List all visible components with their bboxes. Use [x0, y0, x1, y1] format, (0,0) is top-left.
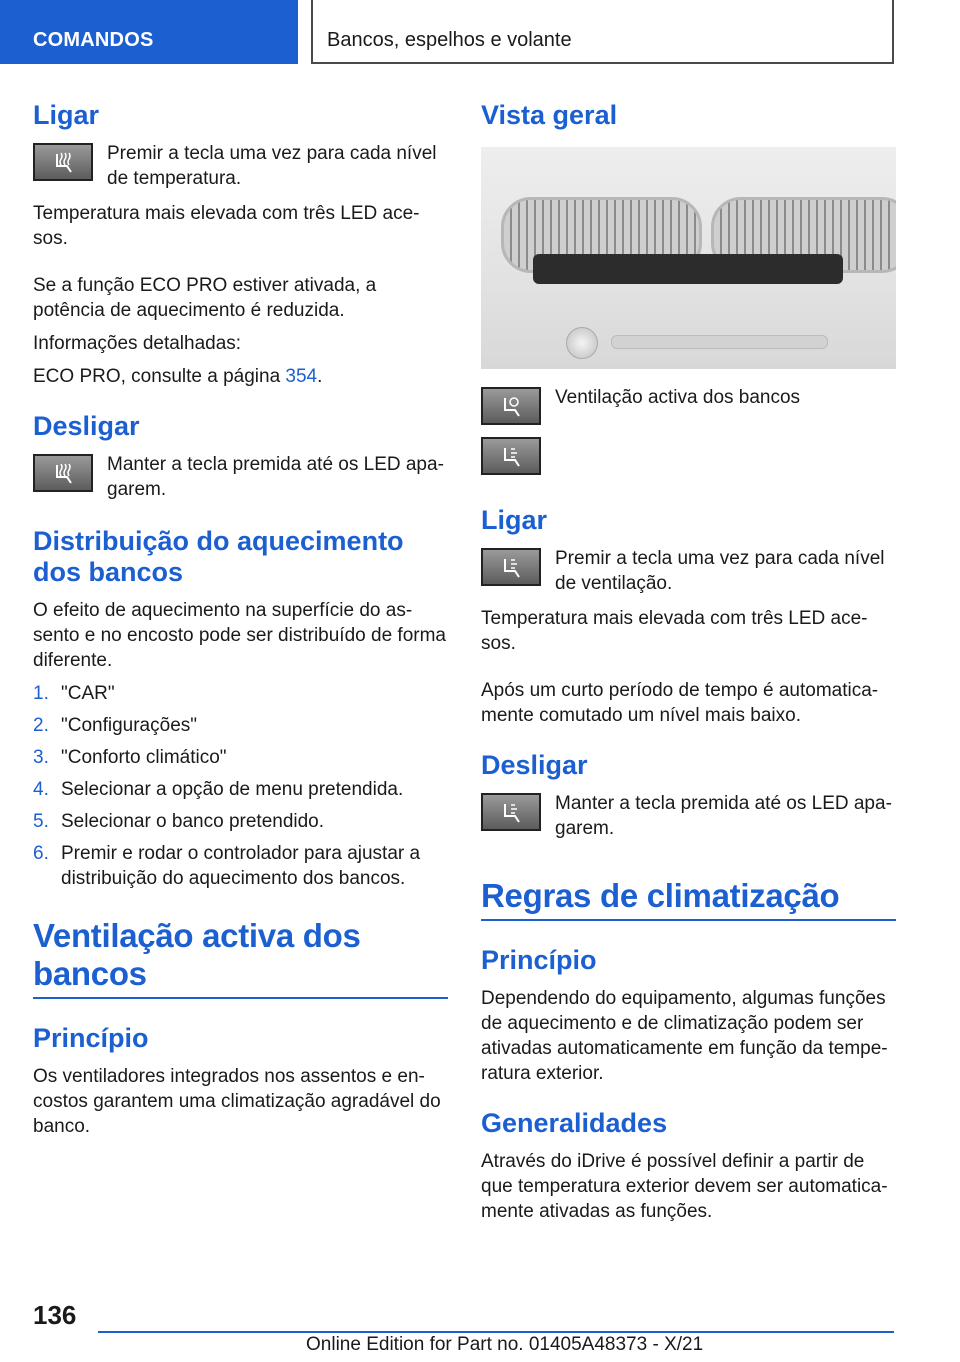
footer-edition-text: Online Edition for Part no. 01405A48373 - X/21 — [306, 1334, 704, 1355]
seat-ventilation-key-icon-2 — [481, 437, 541, 475]
ligar-vent-paragraph-2: Após um curto período de tempo é automatica-mente comutado um nível mais baixo. — [481, 680, 879, 726]
right-column — [481, 100, 896, 1232]
seat-heating-icon — [53, 462, 75, 486]
seat-heating-key-icon — [33, 143, 93, 181]
step-text: Selecionar a opção de menu pretendida. — [61, 779, 404, 800]
ligar-paragraph-1: Temperatura mais elevada com três LED ace-sos. — [33, 203, 420, 249]
step-number: 1. — [33, 683, 49, 704]
step-number: 3. — [33, 747, 49, 768]
vista-heading: Vista geral — [481, 100, 618, 130]
header-section-tab — [0, 0, 298, 64]
step-text: "CAR" — [61, 683, 115, 704]
header-section-label: COMANDOS — [33, 29, 154, 51]
page-link-354[interactable]: 354 — [285, 366, 318, 387]
step-text: Premir e rodar o controlador para ajustar a distribuição do aquecimento dos bancos. — [61, 843, 421, 889]
generalidades-paragraph: Através do iDrive é possível definir a partir de que temperatura exterior devem ser automatica-mente ativadas as funções. — [481, 1151, 888, 1222]
list-item — [33, 841, 448, 891]
step-number: 5. — [33, 811, 49, 832]
climate-button-panel — [533, 254, 843, 284]
ligar-paragraph-2: Se a função ECO PRO estiver ativada, a potência de aquecimento é reduzida. — [33, 275, 377, 321]
header-chapter-label: Bancos, espelhos e volante — [327, 29, 572, 51]
header-chapter-box — [311, 0, 894, 64]
seat-vent-off-key-text: Manter a tecla premida até os LED apa-garem. — [555, 793, 892, 839]
list-item — [33, 777, 448, 802]
seat-heating-off-key-icon — [33, 454, 93, 492]
seat-ventilation-icon — [501, 556, 523, 580]
eco-pro-ref-suffix: . — [317, 366, 323, 387]
seat-heat-off-key-text: Manter a tecla premida até os LED apa-garem. — [107, 454, 444, 500]
step-text: "Configurações" — [61, 715, 198, 736]
step-number: 6. — [33, 843, 49, 864]
distribution-heading: Distribuição do aquecimento dos bancos — [33, 526, 404, 587]
seat-heat-key-row — [33, 141, 448, 193]
regras-section-title-block — [481, 877, 896, 921]
seat-heating-icon — [53, 151, 75, 175]
seat-ventilation-on-key-icon — [481, 548, 541, 586]
principio-regras-paragraph: Dependendo do equipamento, algumas funções de aquecimento e de climatização podem ser ativadas automaticamente em função da tempe-ratura exterior. — [481, 988, 888, 1084]
seat-ventilation-icon — [501, 395, 523, 419]
climate-panel-photo — [481, 147, 896, 369]
list-item — [33, 713, 448, 738]
vent-section-heading: Ventilação activa dos bancos — [33, 917, 361, 992]
principio-paragraph: Os ventiladores integrados nos assentos e en-costos garantem uma climatização agradável do banco. — [33, 1066, 441, 1137]
volume-knob — [566, 327, 598, 359]
seat-vent-key-text: Ventilação activa dos bancos — [555, 387, 801, 408]
ligar-vent-heading: Ligar — [481, 505, 548, 535]
seat-vent-off-key-row — [481, 791, 896, 843]
ligar-vent-paragraph-1: Temperatura mais elevada com três LED ace-sos. — [481, 608, 868, 654]
page-number: 136 — [33, 1300, 77, 1330]
principio-regras-heading: Princípio — [481, 945, 597, 975]
step-number: 2. — [33, 715, 49, 736]
list-item — [33, 809, 448, 834]
seat-heat-off-key-row — [33, 452, 448, 504]
seat-heat-key-text: Premir a tecla uma vez para cada nível de temperatura. — [107, 143, 437, 189]
left-column — [33, 100, 448, 1147]
principio-heading: Princípio — [33, 1023, 149, 1053]
ligar-paragraph-4 — [33, 364, 448, 389]
seat-ventilation-off-key-icon — [481, 793, 541, 831]
seat-ventilation-icon — [501, 801, 523, 825]
step-text: "Conforto climático" — [61, 747, 227, 768]
eco-pro-ref-text: ECO PRO, consulte a página — [33, 366, 286, 387]
generalidades-heading: Generalidades — [481, 1108, 668, 1138]
seat-ventilation-icon — [501, 445, 523, 469]
seat-ventilation-key-icon — [481, 387, 541, 425]
cd-slot — [611, 335, 828, 349]
vent-section-title-block — [33, 917, 448, 999]
footer-divider — [98, 1331, 894, 1333]
seat-vent-key-row — [481, 385, 896, 481]
distribution-paragraph: O efeito de aquecimento na superfície do as-sento e no encosto pode ser distribuído de forma diferente. — [33, 600, 446, 671]
list-item — [33, 745, 448, 770]
step-text: Selecionar o banco pretendido. — [61, 811, 325, 832]
seat-vent-on-key-text: Premir a tecla uma vez para cada nível de ventilação. — [555, 548, 885, 594]
distribution-steps-list — [33, 681, 448, 891]
desligar-vent-heading: Desligar — [481, 750, 588, 780]
step-number: 4. — [33, 779, 49, 800]
ligar-paragraph-3: Informações detalhadas: — [33, 333, 242, 354]
desligar-heading: Desligar — [33, 411, 140, 441]
ligar-heading: Ligar — [33, 100, 100, 130]
regras-section-heading: Regras de climatização — [481, 877, 840, 914]
list-item — [33, 681, 448, 706]
seat-vent-on-key-row — [481, 546, 896, 598]
